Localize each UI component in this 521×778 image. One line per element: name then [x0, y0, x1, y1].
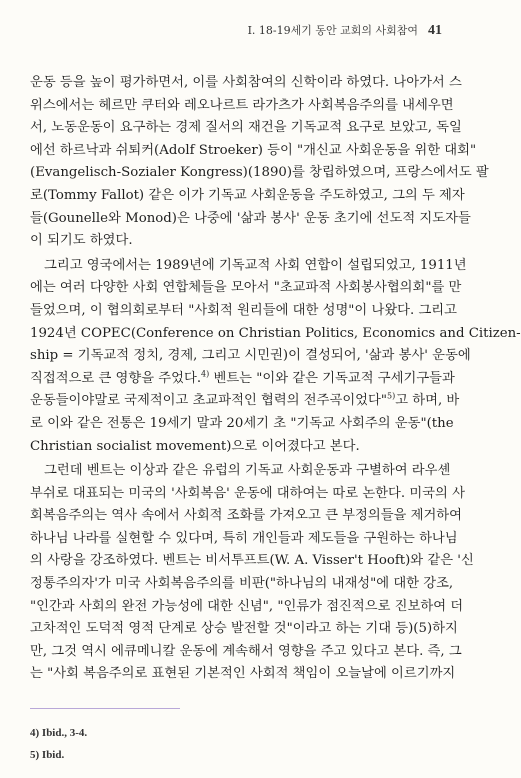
page-number: 41 — [428, 23, 442, 38]
text-line: 서, 노동운동이 요구하는 경제 질서의 재건을 기독교적 요구로 보았고, 독일 — [30, 120, 462, 136]
footnote-5: 5) Ibid. — [30, 749, 65, 761]
text-line: 운동 등을 높이 평가하면서, 이를 사회참여의 신학이라 하였다. 나아가서 스 — [30, 75, 462, 90]
text-line: 그런데 벤트는 이상과 같은 유럽의 기독교 사회운동과 구별하여 라우셴 — [44, 463, 451, 479]
text-line: 들었으며, 이 협의회로부터 "사회적 원리들에 대한 성명"이 나왔다. 그리고 — [30, 302, 457, 318]
text-line: "인간과 사회의 완전 가능성에 대한 신념", "인류가 점진적으로 진보하여 더 — [30, 598, 464, 614]
text-span: 고 하며, 바 — [395, 393, 460, 409]
text-span: 직접적으로 큰 영향을 주었다. — [30, 370, 202, 386]
text-line: 1924년 COPEC(Conference on Christian Politics, Economics and Citizen- — [30, 325, 521, 341]
footnote-4: 4) Ibid., 3-4. — [30, 727, 88, 739]
paragraph-3 — [30, 460, 474, 686]
text-line: ship = 기독교적 정치, 경제, 그리고 시민권)이 결성되어, '삶과 봉사' 운동에 — [30, 348, 471, 364]
text-line: 이 되기도 하였다. — [30, 233, 133, 249]
text-span: 운동들이야말로 국제적이고 초교파적인 협력의 전주곡이었다" — [30, 393, 387, 409]
text-line: 의 사랑을 강조하였다. 벤트는 비서투프트(W. A. Visser't Hooft)와 같은 '신 — [30, 553, 474, 569]
text-line-with-footnote — [30, 368, 455, 391]
text-line: 만, 그것 역시 에큐메니칼 운동에 계속해서 영향을 주고 있다고 본다. 즉, 그 — [30, 643, 462, 659]
paragraph-1 — [30, 72, 489, 253]
text-line: 부쉬로 대표되는 미국의 '사회복음' 운동에 대하여는 따로 논한다. 미국의 사 — [30, 485, 465, 501]
text-line: 회복음주의는 역사 속에서 사회적 조화를 가져오고 큰 부정의들을 제거하여 — [30, 508, 463, 524]
footnote-ref-5: 5) — [387, 391, 396, 401]
text-line: 는 "사회 복음주의로 표현된 기본적인 사회적 책임이 오늘날에 이르기까지 — [30, 666, 456, 682]
text-line: 위스에서는 헤르만 쿠터와 레오나르트 라가츠가 사회복음주의를 내세우면 — [30, 97, 454, 113]
text-line: 에선 하르낙과 쉬퇴커(Adolf Stroeker) 등이 "개신교 사회운동을 위한 대회" — [30, 142, 477, 158]
running-title: I. 18-19세기 동안 교회의 사회참여 — [247, 24, 418, 37]
footnotes — [30, 722, 87, 766]
text-line: 그리고 영국에서는 1989년에 기독교적 사회 연합이 설립되었고, 1911년 — [44, 257, 467, 273]
text-line-with-footnote — [30, 390, 460, 413]
text-line: (Evangelisch-Sozialer Kongress)(1890)를 창립하였으며, 프랑스에서도 팔 — [30, 165, 489, 181]
text-span: 벤트는 "이와 같은 기독교적 구세기구들과 — [209, 370, 455, 386]
body-text — [30, 72, 521, 688]
footnote-ref-4: 4) — [201, 369, 210, 379]
text-line: 에는 여러 다양한 사회 연합체들을 모아서 "초교파적 사회봉사협의회"를 만 — [30, 280, 462, 296]
text-line: 정통주의자'가 미국 사회복음주의를 비판("하나님의 내재성"에 대한 강조, — [30, 576, 454, 592]
text-line: Christian socialist movement)으로 이어졌다고 본다. — [30, 438, 360, 454]
text-line: 하나님 나라를 실현할 수 있다며, 특히 개인들과 제도들을 구원하는 하나님 — [30, 530, 458, 546]
text-line: 로(Tommy Fallot) 같은 이가 기독교 사회운동을 주도하였고, 그의 두 제자 — [30, 187, 465, 203]
text-line: 로 이와 같은 전통은 19세기 말과 20세기 초 "기독교 사회주의 운동"(the — [30, 415, 454, 431]
text-line: 고차적인 도덕적 영적 단계로 상승 발전할 것"이라고 하는 기대 등)(5)하지 — [30, 621, 458, 637]
footnote-divider — [30, 708, 180, 709]
paragraph-2 — [30, 255, 521, 458]
running-header — [248, 22, 442, 39]
text-line: 들(Gounelle와 Monod)은 나중에 '삶과 봉사' 운동 초기에 선도적 지도자들 — [30, 210, 471, 226]
